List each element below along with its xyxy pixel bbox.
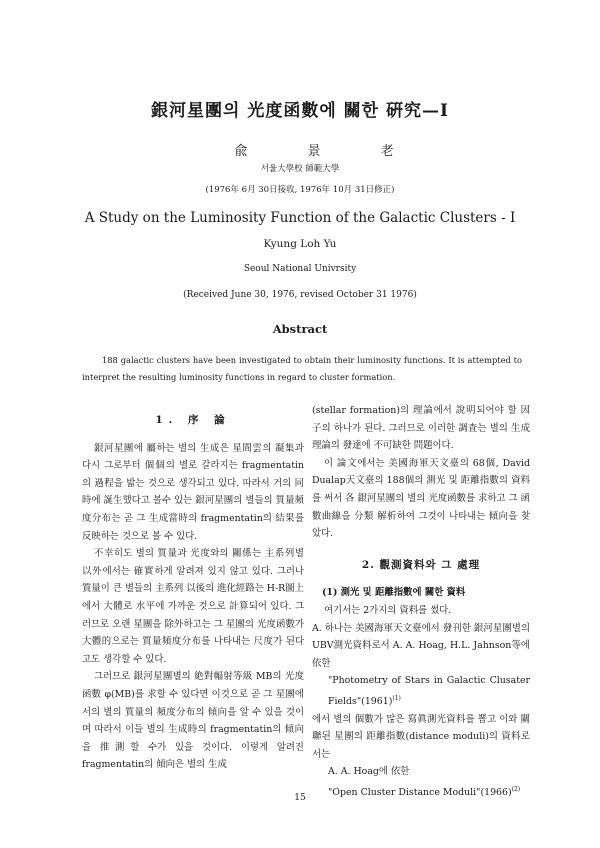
author-name-english: Kyung Loh Yu — [263, 238, 337, 250]
item-a-text: A. 하나는 美國海軍天文臺에서 發刊한 銀河星團별의 UBV測光資料로서 A. A. Hoag, H.L. Jahnson等에 依한 — [312, 622, 530, 669]
page-number: 15 — [294, 793, 306, 803]
reference-1-marker: (1) — [392, 694, 401, 702]
author-name-korean: 兪 景 老 — [234, 144, 422, 159]
dates-english: (Received June 30, 1976, revised October 31 1976) — [183, 290, 417, 300]
reference-2-marker: (2) — [511, 786, 521, 793]
affiliation-korean: 서울大學校 師範大學 — [260, 164, 340, 174]
intro-paragraph-2: 不幸히도 별의 質量과 光度와의 關係는 主系列별 以外에서는 確實하게 알려져 있지 않고 있다. 그러나 質量이 큰 별들의 主系列 以後의 進化經路는 H-R圖上에서 大體로 水平에 가까운 것으로 計算되어 있다. 그러므로 오랜 星團을 除外하고는 그 星團의 光度函數가 大體的으로는 質量頻度分布를 나타내는 尺度가 된다고도 생각할 수 있다. — [82, 548, 304, 665]
right-column — [312, 402, 530, 802]
item-a-author: A. A. Hoag에 依한 — [328, 766, 410, 778]
reference-1-title — [312, 672, 530, 710]
reference-1-text: "Photometry of Stars in Galactic Clusater Fields"(1961) — [328, 675, 530, 708]
left-column — [82, 412, 304, 774]
intro-continuation: (stellar formation)의 理論에서 說明되어야 할 因子의 하나가 된다. 그러므로 이러한 調査는 별의 生成理論의 發達에 不可缺한 問題이다. — [312, 405, 530, 452]
section-1-heading: 1. 序 論 — [155, 414, 231, 426]
dates-korean: (1976年 6月 30日接收, 1976年 10月 31日修正) — [205, 185, 395, 195]
intro-paragraph-1: 銀河星團에 屬하는 별의 生成은 星間雲의 凝集과 다시 그로부터 個個의 별로 갈라지는 fragmentatin의 過程을 밟는 것으로 생각되고 있다. 따라서 거의 同時에 誕生했다고 볼수 있는 銀河星團의 별들의 質量頻度分布는 곧 그 生成當時의 fragmentatin의 結果를 反映하는 것으로 볼 수 있다. — [82, 442, 304, 542]
abstract-text: 188 galactic clusters have been investigated to obtain their luminosity functions. It is attempted to interpret the resulting luminosity functions in regard to cluster formation. — [82, 355, 522, 382]
intro-paragraph-3: 그러므로 銀河星團별의 絶對輻射等級 MB의 光度函數 φ(MB)를 求할 수 있다면 이것으로 곧 그 星團에서의 별의 質量의 頻度分布의 傾向을 알 수 있을 것이며 따라서 이들 별의 生成時의 fragmentatin의 傾向을 推測할 수가 있을 것이다. 이렇게 알려진 fragmentatin의 傾向은 별의 生成 — [82, 671, 304, 771]
intro-paragraph-4: 이 論文에서는 美國海軍天文臺의 68個, David Dualap天文臺의 188個의 測光 및 距離指數의 資料를 써서 各 銀河星團의 별의 光度函數를 求하고 그 函數曲線을 分類 解析하여 그것이 나타내는 傾向을 찾았다. — [312, 457, 530, 540]
data-intro: 여기서는 2가지의 資料를 썼다. — [324, 604, 452, 616]
reference-2-text: "Open Cluster Distance Moduli"(1966) — [328, 787, 512, 799]
paper-title-english: A Study on the Luminosity Function of the Galactic Clusters - I — [84, 210, 516, 226]
paper-title-korean: 銀河星團의 光度函數에 關한 硏究—Ⅰ — [151, 101, 449, 121]
abstract-heading: Abstract — [272, 322, 328, 336]
affiliation-english: Seoul National Univrsity — [243, 264, 357, 274]
item-a-continuation: 에서 별의 個數가 많은 寫眞測光資料를 뽑고 이와 關聯된 星團의 距離指數(distance moduli)의 資料로서는 — [312, 713, 530, 760]
subsection-1-heading: (1) 測光 및 距離指數에 關한 資料 — [322, 587, 466, 599]
section-2-heading: 2. 觀測資料와 그 處理 — [361, 558, 481, 571]
